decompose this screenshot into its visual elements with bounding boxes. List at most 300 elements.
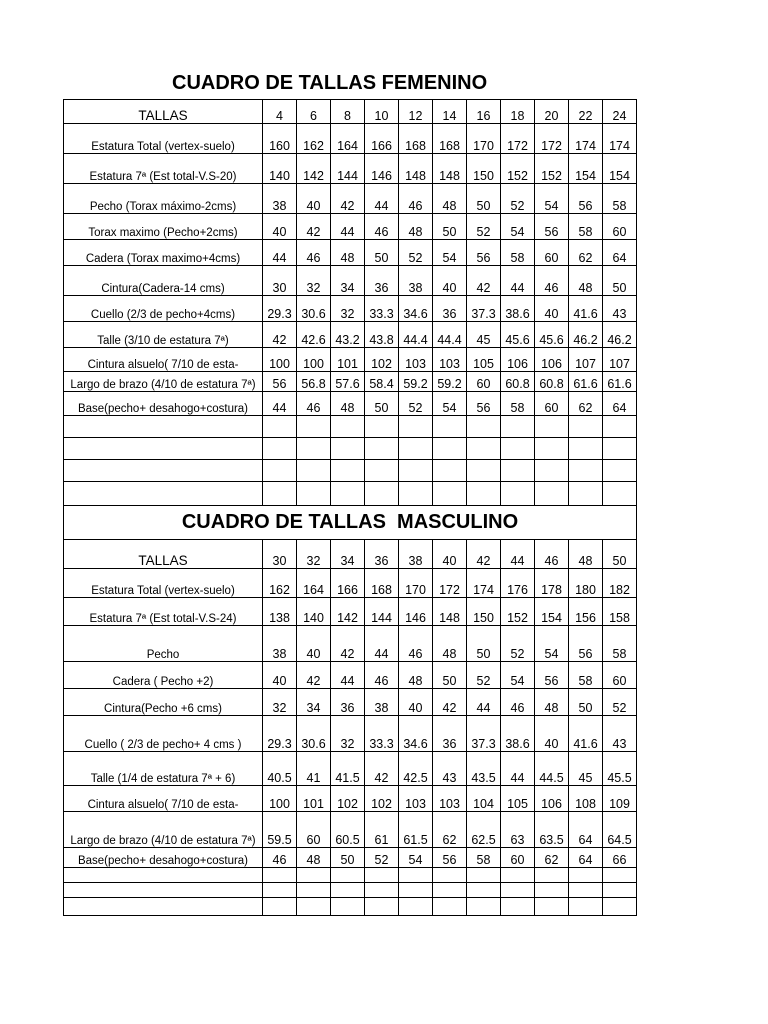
empty-cell (64, 460, 263, 482)
male-row-value: 62 (433, 812, 467, 848)
male-row-value: 146 (399, 598, 433, 626)
male-empty-row (64, 883, 637, 898)
male-row-value: 148 (433, 598, 467, 626)
male-row-value: 140 (297, 598, 331, 626)
empty-cell (297, 482, 331, 506)
female-row-value: 100 (297, 348, 331, 372)
male-row-value: 29.3 (263, 716, 297, 752)
female-row-value: 46 (297, 392, 331, 416)
female-row-value: 54 (501, 214, 535, 240)
male-row-value: 44 (501, 752, 535, 786)
male-size-header: 40 (433, 540, 467, 569)
empty-cell (297, 898, 331, 916)
female-row-value: 44 (365, 184, 399, 214)
female-size-header: 12 (399, 100, 433, 124)
male-row-value: 66 (603, 848, 637, 868)
empty-cell (569, 416, 603, 438)
male-row-value: 172 (433, 569, 467, 598)
female-row-value: 56 (263, 372, 297, 392)
female-row-value: 174 (603, 124, 637, 154)
male-row-value: 41 (297, 752, 331, 786)
female-size-header: 6 (297, 100, 331, 124)
female-row-value: 168 (433, 124, 467, 154)
female-row-value: 106 (535, 348, 569, 372)
female-row-label: Estatura 7ª (Est total-V.S-20) (64, 154, 263, 184)
male-row-value: 40.5 (263, 752, 297, 786)
female-row-value: 33.3 (365, 296, 399, 322)
male-row-value: 104 (467, 786, 501, 812)
male-size-header: 42 (467, 540, 501, 569)
female-row-value: 46.2 (569, 322, 603, 348)
female-row-value: 170 (467, 124, 501, 154)
female-row-value: 106 (501, 348, 535, 372)
male-row-value: 38.6 (501, 716, 535, 752)
male-row-value: 48 (297, 848, 331, 868)
female-row-value: 45 (467, 322, 501, 348)
female-table-title: CUADRO DE TALLAS FEMENINO (172, 72, 488, 94)
female-row-value: 48 (433, 184, 467, 214)
empty-cell (569, 460, 603, 482)
female-row-value: 44.4 (399, 322, 433, 348)
empty-cell (263, 883, 297, 898)
male-row-value: 54 (535, 626, 569, 662)
female-row-value: 38 (263, 184, 297, 214)
male-row-value: 46 (365, 662, 399, 689)
female-row-value: 154 (603, 154, 637, 184)
male-table-row (64, 569, 637, 598)
male-row-value: 150 (467, 598, 501, 626)
male-row-value: 52 (467, 662, 501, 689)
empty-cell (467, 482, 501, 506)
male-row-value: 156 (569, 598, 603, 626)
female-row-value: 44 (263, 392, 297, 416)
female-row-value: 60.8 (501, 372, 535, 392)
empty-cell (399, 482, 433, 506)
female-row-value: 58 (501, 240, 535, 266)
male-row-value: 50 (433, 662, 467, 689)
male-table-row (64, 716, 637, 752)
empty-cell (64, 898, 263, 916)
male-row-value: 64 (569, 848, 603, 868)
female-table-row (64, 124, 637, 154)
empty-cell (535, 883, 569, 898)
empty-cell (399, 898, 433, 916)
male-row-value: 32 (263, 689, 297, 716)
female-row-value: 60 (535, 392, 569, 416)
female-row-value: 140 (263, 154, 297, 184)
male-row-value: 45.5 (603, 752, 637, 786)
empty-cell (535, 482, 569, 506)
male-row-value: 52 (365, 848, 399, 868)
empty-cell (331, 482, 365, 506)
empty-cell (365, 416, 399, 438)
female-row-label: Estatura Total (vertex-suelo) (64, 124, 263, 154)
empty-cell (501, 416, 535, 438)
male-row-value: 42 (433, 689, 467, 716)
male-title-row (64, 506, 637, 540)
male-row-value: 63.5 (535, 812, 569, 848)
male-row-value: 46 (399, 626, 433, 662)
male-table-row (64, 598, 637, 626)
male-row-value: 43 (603, 716, 637, 752)
female-row-value: 50 (433, 214, 467, 240)
female-table-row (64, 266, 637, 296)
female-row-value: 59.2 (433, 372, 467, 392)
male-row-value: 56 (569, 626, 603, 662)
female-row-value: 40 (263, 214, 297, 240)
female-size-header: 20 (535, 100, 569, 124)
empty-cell (467, 438, 501, 460)
male-row-value: 40 (297, 626, 331, 662)
empty-cell (331, 438, 365, 460)
female-row-value: 62 (569, 240, 603, 266)
female-row-value: 56 (569, 184, 603, 214)
male-row-value: 32 (331, 716, 365, 752)
empty-cell (569, 883, 603, 898)
male-row-value: 61 (365, 812, 399, 848)
female-row-value: 64 (603, 392, 637, 416)
empty-cell (535, 438, 569, 460)
female-row-value: 40 (297, 184, 331, 214)
female-row-value: 36 (433, 296, 467, 322)
empty-cell (263, 416, 297, 438)
female-row-value: 44.4 (433, 322, 467, 348)
male-row-value: 41.6 (569, 716, 603, 752)
male-row-value: 52 (603, 689, 637, 716)
female-row-value: 46 (365, 214, 399, 240)
female-row-value: 46.2 (603, 322, 637, 348)
female-row-value: 32 (331, 296, 365, 322)
female-row-value: 29.3 (263, 296, 297, 322)
empty-cell (365, 898, 399, 916)
empty-cell (467, 868, 501, 883)
male-row-value: 43 (433, 752, 467, 786)
female-row-value: 107 (569, 348, 603, 372)
female-row-value: 50 (603, 266, 637, 296)
male-row-value: 174 (467, 569, 501, 598)
male-row-label: Base(pecho+ desahogo+costura) (64, 848, 263, 868)
empty-cell (603, 868, 637, 883)
male-size-header: 38 (399, 540, 433, 569)
female-row-value: 43 (603, 296, 637, 322)
empty-cell (365, 868, 399, 883)
male-row-value: 37.3 (467, 716, 501, 752)
male-row-value: 56 (535, 662, 569, 689)
male-row-value: 41.5 (331, 752, 365, 786)
female-row-value: 45.6 (535, 322, 569, 348)
female-row-value: 52 (467, 214, 501, 240)
male-row-value: 36 (331, 689, 365, 716)
male-row-value: 60 (603, 662, 637, 689)
female-row-value: 52 (501, 184, 535, 214)
male-table-row (64, 662, 637, 689)
male-row-value: 152 (501, 598, 535, 626)
female-table-row (64, 296, 637, 322)
female-row-value: 44 (501, 266, 535, 296)
female-row-value: 46 (297, 240, 331, 266)
empty-cell (399, 438, 433, 460)
male-row-value: 44 (365, 626, 399, 662)
female-row-value: 54 (433, 392, 467, 416)
empty-cell (603, 460, 637, 482)
male-row-value: 46 (501, 689, 535, 716)
empty-cell (535, 416, 569, 438)
size-chart-table (63, 99, 637, 916)
male-row-value: 62.5 (467, 812, 501, 848)
male-tallas-header: TALLAS (64, 540, 263, 569)
female-row-value: 40 (433, 266, 467, 296)
female-row-value: 41.6 (569, 296, 603, 322)
male-row-value: 38 (365, 689, 399, 716)
male-size-header: 36 (365, 540, 399, 569)
female-row-value: 50 (365, 240, 399, 266)
female-row-value: 30 (263, 266, 297, 296)
male-row-value: 30.6 (297, 716, 331, 752)
empty-cell (467, 898, 501, 916)
male-row-value: 42 (331, 626, 365, 662)
female-row-value: 36 (365, 266, 399, 296)
female-row-value: 34.6 (399, 296, 433, 322)
female-row-label: Largo de brazo (4/10 de estatura 7ª) (64, 372, 263, 392)
male-size-header: 32 (297, 540, 331, 569)
male-row-value: 38 (263, 626, 297, 662)
female-row-value: 148 (433, 154, 467, 184)
female-row-value: 168 (399, 124, 433, 154)
female-row-value: 37.3 (467, 296, 501, 322)
empty-cell (64, 438, 263, 460)
empty-cell (501, 898, 535, 916)
female-row-value: 52 (399, 392, 433, 416)
female-row-value: 148 (399, 154, 433, 184)
empty-cell (433, 416, 467, 438)
empty-cell (399, 416, 433, 438)
empty-cell (603, 416, 637, 438)
male-row-value: 36 (433, 716, 467, 752)
female-row-value: 56 (535, 214, 569, 240)
empty-cell (365, 883, 399, 898)
male-row-label: Talle (1/4 de estatura 7ª + 6) (64, 752, 263, 786)
female-row-value: 42 (297, 214, 331, 240)
empty-cell (501, 482, 535, 506)
male-size-header: 34 (331, 540, 365, 569)
male-size-header: 50 (603, 540, 637, 569)
male-row-value: 168 (365, 569, 399, 598)
male-row-value: 61.5 (399, 812, 433, 848)
female-row-value: 103 (399, 348, 433, 372)
male-row-value: 105 (501, 786, 535, 812)
female-row-value: 142 (297, 154, 331, 184)
male-row-value: 108 (569, 786, 603, 812)
female-row-value: 64 (603, 240, 637, 266)
male-row-value: 34 (297, 689, 331, 716)
female-row-value: 61.6 (603, 372, 637, 392)
female-row-value: 103 (433, 348, 467, 372)
female-tallas-header: TALLAS (64, 100, 263, 124)
empty-cell (433, 898, 467, 916)
male-row-value: 46 (263, 848, 297, 868)
female-table-row (64, 348, 637, 372)
male-row-value: 40 (263, 662, 297, 689)
empty-cell (569, 438, 603, 460)
male-row-value: 59.5 (263, 812, 297, 848)
male-table-title: CUADRO DE TALLAS MASCULINO (64, 506, 637, 540)
female-row-value: 43.2 (331, 322, 365, 348)
male-row-value: 42 (297, 662, 331, 689)
male-row-value: 58 (467, 848, 501, 868)
female-row-value: 152 (501, 154, 535, 184)
male-row-value: 106 (535, 786, 569, 812)
female-size-header: 18 (501, 100, 535, 124)
male-row-label: Cintura alsuelo( 7/10 de esta- (64, 786, 263, 812)
empty-cell (603, 883, 637, 898)
male-row-value: 34.6 (399, 716, 433, 752)
female-row-value: 43.8 (365, 322, 399, 348)
empty-cell (263, 460, 297, 482)
empty-cell (399, 868, 433, 883)
female-row-value: 56 (467, 392, 501, 416)
male-row-value: 178 (535, 569, 569, 598)
empty-cell (569, 898, 603, 916)
empty-cell (365, 438, 399, 460)
female-empty-row (64, 416, 637, 438)
male-row-value: 42.5 (399, 752, 433, 786)
male-row-value: 54 (501, 662, 535, 689)
male-row-value: 180 (569, 569, 603, 598)
empty-cell (467, 460, 501, 482)
female-row-value: 42 (467, 266, 501, 296)
male-row-value: 48 (433, 626, 467, 662)
female-row-value: 48 (569, 266, 603, 296)
female-row-value: 62 (569, 392, 603, 416)
female-row-label: Cadera (Torax maximo+4cms) (64, 240, 263, 266)
empty-cell (331, 883, 365, 898)
empty-cell (365, 482, 399, 506)
male-header-row (64, 540, 637, 569)
empty-cell (501, 460, 535, 482)
empty-cell (467, 416, 501, 438)
male-row-label: Cintura(Pecho +6 cms) (64, 689, 263, 716)
male-row-value: 48 (535, 689, 569, 716)
empty-cell (399, 883, 433, 898)
female-row-label: Base(pecho+ desahogo+costura) (64, 392, 263, 416)
female-row-value: 44 (263, 240, 297, 266)
male-row-value: 166 (331, 569, 365, 598)
female-row-value: 50 (467, 184, 501, 214)
female-row-value: 45.6 (501, 322, 535, 348)
empty-cell (433, 438, 467, 460)
female-row-value: 166 (365, 124, 399, 154)
female-row-value: 42 (331, 184, 365, 214)
male-table-row (64, 812, 637, 848)
male-empty-row (64, 868, 637, 883)
empty-cell (331, 868, 365, 883)
female-size-header: 16 (467, 100, 501, 124)
male-size-header: 46 (535, 540, 569, 569)
female-row-value: 58 (603, 184, 637, 214)
male-row-value: 182 (603, 569, 637, 598)
male-row-value: 63 (501, 812, 535, 848)
female-row-value: 102 (365, 348, 399, 372)
female-table-row (64, 372, 637, 392)
female-row-value: 172 (535, 124, 569, 154)
empty-cell (263, 868, 297, 883)
female-row-value: 44 (331, 214, 365, 240)
male-row-label: Cuello ( 2/3 de pecho+ 4 cms ) (64, 716, 263, 752)
male-row-value: 101 (297, 786, 331, 812)
male-row-value: 58 (603, 626, 637, 662)
male-row-value: 60 (297, 812, 331, 848)
female-row-value: 48 (399, 214, 433, 240)
female-table-row (64, 214, 637, 240)
female-table-row (64, 322, 637, 348)
female-row-value: 30.6 (297, 296, 331, 322)
female-empty-row (64, 438, 637, 460)
female-row-value: 59.2 (399, 372, 433, 392)
female-size-header: 22 (569, 100, 603, 124)
empty-cell (501, 438, 535, 460)
female-row-value: 154 (569, 154, 603, 184)
male-row-value: 170 (399, 569, 433, 598)
male-row-value: 58 (569, 662, 603, 689)
empty-cell (433, 883, 467, 898)
female-row-value: 54 (535, 184, 569, 214)
empty-cell (569, 482, 603, 506)
male-row-value: 43.5 (467, 752, 501, 786)
female-row-value: 38 (399, 266, 433, 296)
female-size-header: 8 (331, 100, 365, 124)
male-row-value: 158 (603, 598, 637, 626)
male-row-value: 64.5 (603, 812, 637, 848)
female-row-value: 60 (603, 214, 637, 240)
male-row-value: 142 (331, 598, 365, 626)
male-row-label: Largo de brazo (4/10 de estatura 7ª) (64, 812, 263, 848)
male-row-value: 54 (399, 848, 433, 868)
male-row-value: 50 (331, 848, 365, 868)
female-row-label: Cintura(Cadera-14 cms) (64, 266, 263, 296)
female-row-value: 174 (569, 124, 603, 154)
female-row-value: 34 (331, 266, 365, 296)
empty-cell (64, 883, 263, 898)
empty-cell (467, 883, 501, 898)
female-row-value: 101 (331, 348, 365, 372)
male-table-row (64, 689, 637, 716)
female-row-value: 32 (297, 266, 331, 296)
female-row-value: 57.6 (331, 372, 365, 392)
male-row-value: 154 (535, 598, 569, 626)
male-row-value: 50 (467, 626, 501, 662)
male-row-value: 44 (331, 662, 365, 689)
male-row-value: 40 (535, 716, 569, 752)
female-row-value: 50 (365, 392, 399, 416)
female-row-value: 46 (535, 266, 569, 296)
female-table-row (64, 392, 637, 416)
male-row-value: 45 (569, 752, 603, 786)
female-empty-row (64, 460, 637, 482)
male-row-value: 44 (467, 689, 501, 716)
empty-cell (297, 416, 331, 438)
female-table-row (64, 184, 637, 214)
female-row-value: 58.4 (365, 372, 399, 392)
empty-cell (569, 868, 603, 883)
male-table-row (64, 752, 637, 786)
male-size-header: 44 (501, 540, 535, 569)
male-row-value: 48 (399, 662, 433, 689)
male-row-value: 103 (399, 786, 433, 812)
male-row-value: 162 (263, 569, 297, 598)
female-row-value: 56.8 (297, 372, 331, 392)
empty-cell (263, 482, 297, 506)
female-row-value: 38.6 (501, 296, 535, 322)
